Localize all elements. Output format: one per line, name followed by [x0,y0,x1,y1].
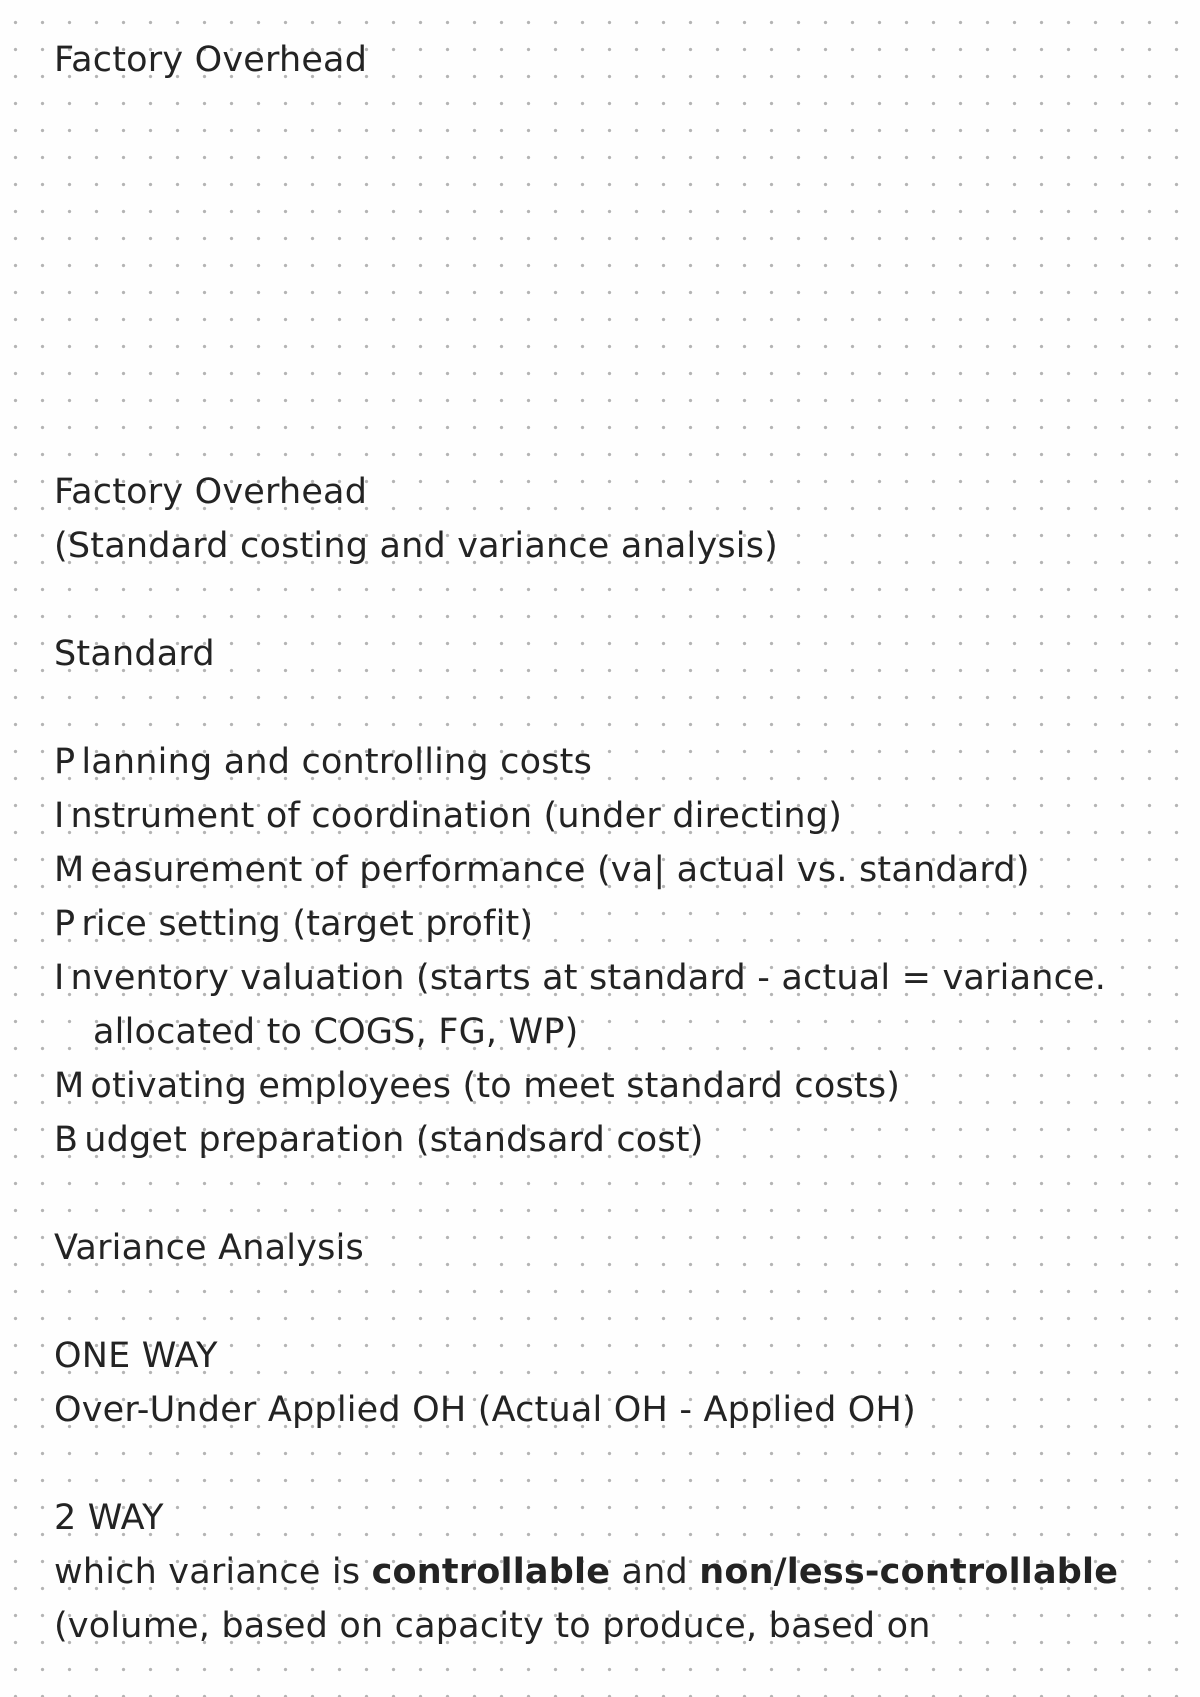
pimpimb-text: lanning and controlling costs [81,742,593,782]
pimpimb-item-price [54,897,533,951]
pimpimb-initial: I [54,796,65,836]
pimpimb-initial: M [54,850,85,890]
standard-heading: Standard [54,634,215,674]
pimpimb-text: nventory valuation (starts at standard - actual = variance. [70,958,1107,998]
pimpimb-text: easurement of performance (va| actual vs. standard) [90,850,1030,890]
pimpimb-item-motivating [54,1059,900,1113]
pimpimb-item-instrument [54,789,842,843]
pimpimb-item-inventory-continuation: allocated to COGS, FG, WP) [93,1012,579,1052]
pimpimb-item-inventory [54,951,1106,1005]
variance-analysis-heading: Variance Analysis [54,1228,364,1268]
pimpimb-initial: B [54,1120,79,1160]
note-title: Factory Overhead [54,472,368,512]
pimpimb-initial: I [54,958,65,998]
pimpimb-item-budget [54,1113,704,1167]
pimpimb-item-planning [54,735,592,789]
two-way-text-mid: and [610,1552,700,1592]
pimpimb-initial: M [54,1066,85,1106]
pimpimb-text: rice setting (target profit) [81,904,534,944]
note-title-top: Factory Overhead [54,40,368,80]
pimpimb-initial: P [54,904,76,944]
two-way-controllable: controllable [371,1552,611,1592]
pimpimb-text: udget preparation (standsard cost) [84,1120,704,1160]
pimpimb-item-measurement [54,843,1030,897]
two-way-non-controllable: non/less-controllable [699,1552,1119,1592]
note-subtitle: (Standard costing and variance analysis) [54,526,779,566]
one-way-text: Over-Under Applied OH (Actual OH - Applied OH) [54,1390,916,1430]
one-way-heading: ONE WAY [54,1336,218,1376]
pimpimb-text: otivating employees (to meet standard costs) [90,1066,901,1106]
two-way-text [54,1545,1118,1599]
two-way-heading: 2 WAY [54,1498,164,1538]
pimpimb-initial: P [54,742,76,782]
two-way-text-line2: (volume, based on capacity to produce, based on [54,1606,931,1646]
two-way-text-start: which variance is [54,1552,372,1592]
pimpimb-text: nstrument of coordination (under directing) [70,796,843,836]
